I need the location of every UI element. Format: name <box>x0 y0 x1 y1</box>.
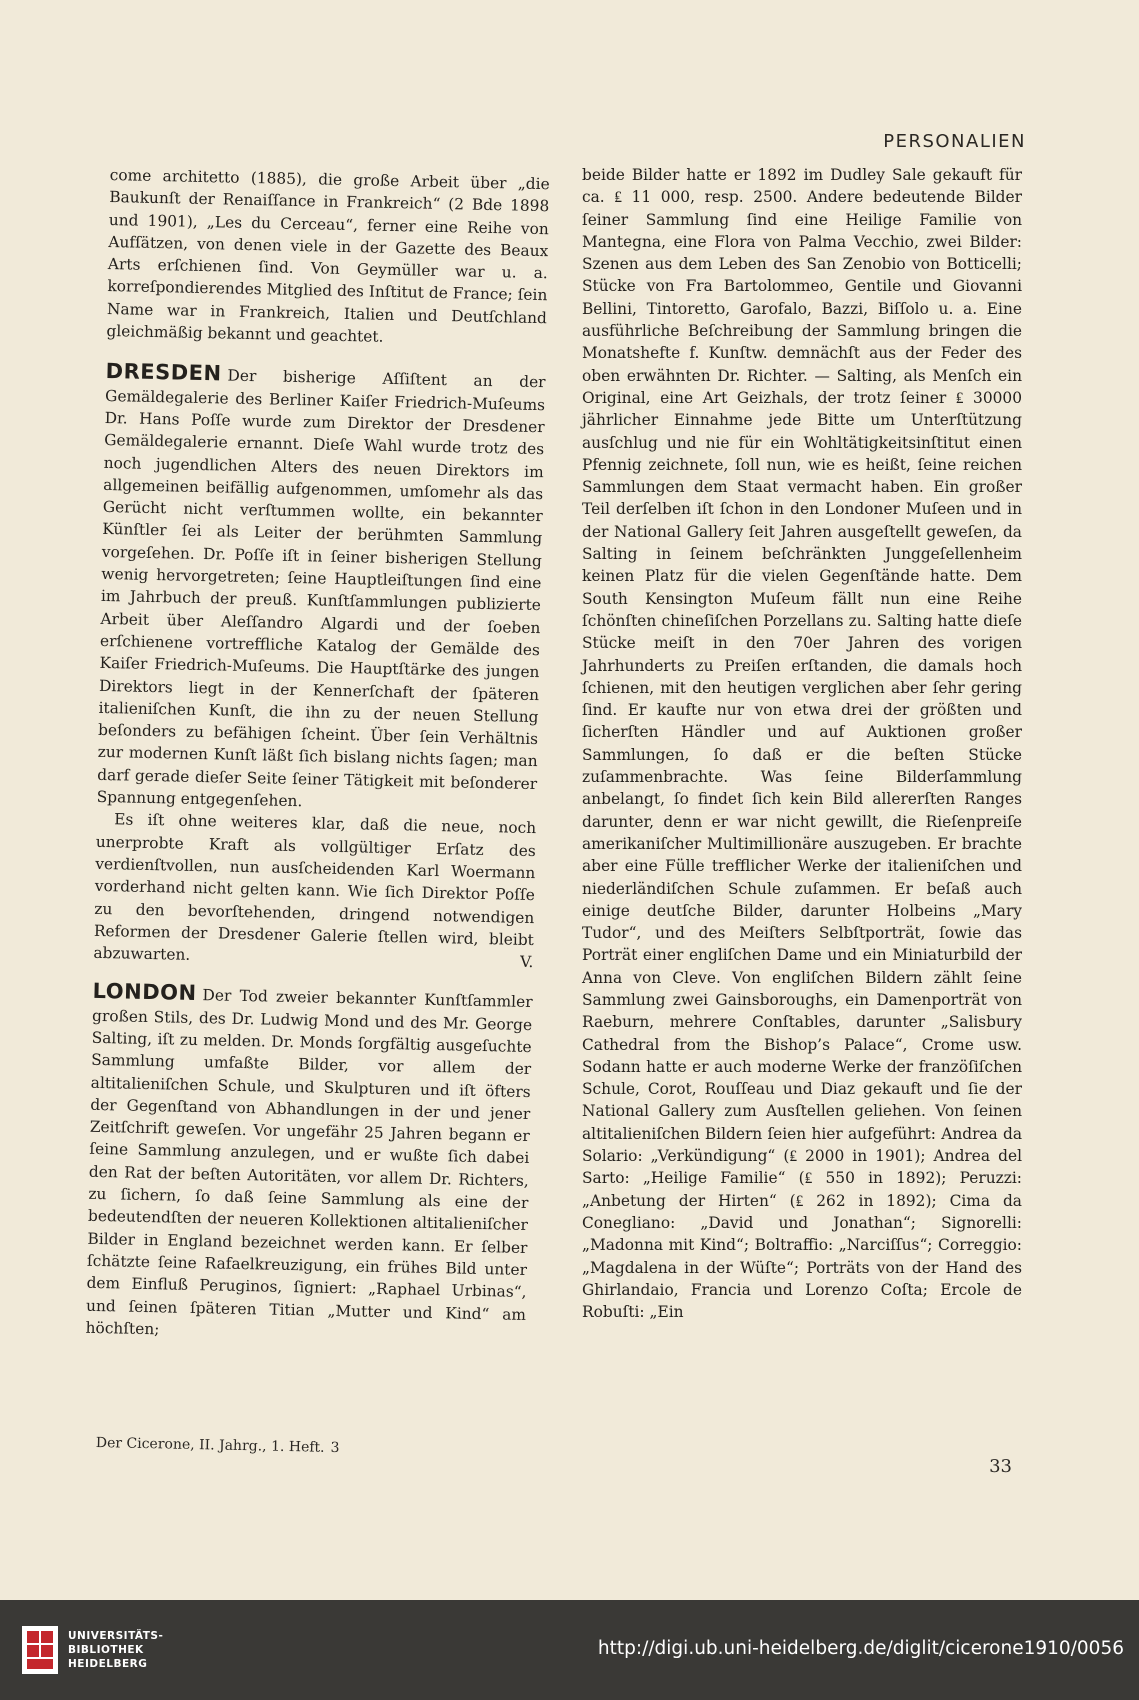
dresden-section <box>97 360 546 817</box>
right-column-text: beide Bilder hatte er 1892 im Dudley Sale gekauft für ca. ₤ 11 000, resp. 2500. Andere bedeutende Bilder ſeiner Sammlung ſind eine Heilige Familie von Mantegna, eine Flora von Palma Vecchio, zwei Bilder: Szenen aus dem Leben des San Zenobio von Botticelli; Stücke von Fra Bartolommeo, Gentile und Giovanni Bellini, Tintoretto, Garofalo, Bazzi, Biſſolo u. a. Eine ausführliche Beſchreibung der Sammlung bringen die Monatshefte f. Kunſtw. demnächſt aus der Feder des oben erwähnten Dr. Richter. — Salting, als Menſch ein Original, eine Art Geizhals, der trotz ſeiner ₤ 30000 jährlicher Einnahme jede Bitte um Unterſtützung ausſchlug und nie für ein Wohltätigkeitsinſtitut einen Pfennig zeichnete, ſoll nun, wie es heißt, ſeine reichen Sammlungen dem Staat vermacht haben. Ein großer Teil derſelben iſt ſchon in den Londoner Muſeen und in der National Gallery ſeit Jahren ausgeſtellt geweſen, da Salting in ſeinem beſchränkten Junggeſellenheim keinen Platz für die vielen Gegenſtände hatte. Dem South Kensington Muſeum fällt nun eine Reihe ſchönſten chineſiſchen Porzellans zu. Salting hatte dieſe Stücke meiſt in den 70er Jahren des vorigen Jahrhunderts zu Preiſen erſtanden, die damals hoch ſchienen, mit den heutigen verglichen aber ſehr gering ſind. Er kaufte nur von etwa drei der größten und ſicherſten Händler und auf Auktionen großer Sammlungen, ſo daß er die beſten Stücke zuſammenbrachte. Was ſeine Bilderſammlung anbelangt, ſo findet ſich kein Bild allererſten Ranges darunter, denn er war nicht gewillt, die Rieſenpreiſe amerikaniſcher Multimillionäre auszugeben. Er brachte aber eine Fülle trefflicher Werke der italieniſchen und niederländiſchen Schule zuſammen. Er beſaß auch einige deutſche Bilder, darunter Holbeins „Mary Tudor“, und des Meiſters Selbſtporträt, ſowie das Porträt einer engliſchen Dame und ein Miniaturbild der Anna von Cleve. Von engliſchen Bildern zählt ſeine Sammlung zwei Gainsboroughs, ein Damenporträt von Raeburn, mehrere Conſtables, darunter „Salisbury Cathedral from the Bishop’s Palace“, Crome usw. Sodann hatte er auch moderne Werke der franzöſiſchen Schule, Corot, Rouſſeau und Diaz gekauft und ſie der National Gallery zum Ausſtellen geliehen. Von ſeinen altitalieniſchen Bildern ſeien hier aufgeführt: Andrea da Solario: „Verkündigung“ (₤ 2000 in 1901); Andrea del Sarto: „Heilige Familie“ (₤ 550 in 1892); Peruzzi: „Anbetung der Hirten“ (₤ 262 in 1892); Cima da Conegliano: „David und Jonathan“; Signorelli: „Madonna mit Kind“; Boltraffio: „Narciſſus“; Correggio: „Magdalena in der Wüſte“; Porträts von der Hand des Ghirlandaio, Francia und Lorenzo Coſta; Ercole de Robuſti: „Ein <box>582 166 1022 1322</box>
dresden-signature: V. <box>519 952 534 972</box>
journal-reference: Der Cicerone, II. Jahrg., 1. Heft. <box>95 1435 325 1456</box>
library-name <box>68 1629 163 1671</box>
library-name-line: HEIDELBERG <box>68 1658 148 1670</box>
library-name-line: BIBLIOTHEK <box>68 1644 144 1656</box>
page-number: 33 <box>989 1456 1012 1477</box>
london-heading: LONDON <box>92 979 197 1006</box>
dresden-paragraph-2 <box>93 808 536 973</box>
london-text: Der Tod zweier bekannter Kunſtſammler großen Stils, des Dr. Ludwig Mond und des Mr. George Salting, iſt zu melden. Dr. Monds ſorgfältig ausgeſuchte Sammlung umfaßte Bilder, vor allem der altitalieniſchen Schule, und Skulpturen und iſt öfters der Gegenſtand von Abhandlungen in der und jener Zeitſchrift geweſen. Vor ungefähr 25 Jahren begann er ſeine Sammlung anzulegen, und er wußte ſich dabei den Rat der beſten Autoritäten, vor allem Dr. Richters, zu ſichern, ſo daß ſeine Sammlung als eine der bedeutendſten der neueren Kollektionen altitalieniſcher Bilder in England bezeichnet werden kann. Er ſelber ſchätzte ſeine Rafaelkreuzigung, ein frühes Bild unter dem Einfluß Peruginos, ſigniert: „Raphael Urbinas“, und ſeinen ſpäteren Titian „Mutter und Kind“ am höchſten; <box>85 986 533 1339</box>
right-column <box>582 164 1022 1323</box>
dresden-text-2: Es iſt ohne weiteres klar, daß die neue, noch unerprobte Kraft als vollgültiger Erſatz des verdienſtvollen, nun ausſcheidenden Karl Woermann vorderhand nicht gelten kann. Wie ſich Direktor Poſſe zu den bevorſtehenden, dringend notwendigen Reformen der Dresdener Galerie ſtellen wird, bleibt abzuwarten. <box>93 810 537 964</box>
page-footer <box>96 1435 456 1459</box>
university-logo-icon <box>22 1626 58 1674</box>
source-url-link[interactable]: http://digi.ub.uni-heidelberg.de/diglit/cicerone1910/0056 <box>597 1638 1124 1659</box>
library-bar <box>0 1600 1139 1700</box>
intro-paragraph: come architetto (1885), die große Arbeit über „die Baukunſt der Renaiſſance in Frankreich“ (2 Bde 1898 und 1901), „Les du Cerceau“, ferner eine Reihe von Aufſätzen, von denen viele in der Gazette des Beaux Arts erſchienen ſind. Von Geymüller war u. a. korreſpondierendes Mitglied des Inſtitut de France; ſein Name war in Frankreich, Italien und Deutſchland gleichmäßig bekannt und geachtet. <box>106 165 550 346</box>
dresden-text: Der bisherige Aſſiſtent an der Gemäldegalerie des Berliner Kaiſer Friedrich-Muſeums Dr. Hans Poſſe wurde zum Direktor der Dresdener Gemäldegalerie ernannt. Dieſe Wahl wurde trotz des noch jugendlichen Alters des neuen Direktors im allgemeinen beifällig aufgenommen, umſomehr als das Gerücht nicht verſtummen wollte, ein bekannter Künſtler ſei als Leiter der berühmten Sammlung vorgeſehen. Dr. Poſſe iſt in ſeiner bisherigen Stellung wenig hervorgetreten; ſeine Hauptleiſtungen ſind eine im Jahrbuch der preuß. Kunſtſammlungen publizierte Arbeit über Aleſſandro Algardi und der ſoeben erſchienene vortreffliche Katalog der Gemälde des Kaiſer Friedrich-Muſeums. Die Hauptſtärke des jungen Direktors liegt in der Kennerſchaft der ſpäteren italieniſchen Kunſt, die ihn zu der neuen Stellung beſonders zu befähigen ſcheint. Über ſein Verhältnis zur modernen Kunſt läßt ſich bislang nichts ſagen; man darf gerade dieſer Seite ſeiner Tätigkeit mit beſonderer Spannung entgegenſehen. <box>96 366 546 811</box>
left-column <box>85 164 550 1348</box>
signature-mark: 3 <box>330 1439 340 1457</box>
london-section <box>85 980 532 1348</box>
running-head: PERSONALIEN <box>883 131 1026 152</box>
library-name-line: UNIVERSITÄTS- <box>68 1630 164 1642</box>
dresden-heading: DRESDEN <box>105 359 222 386</box>
